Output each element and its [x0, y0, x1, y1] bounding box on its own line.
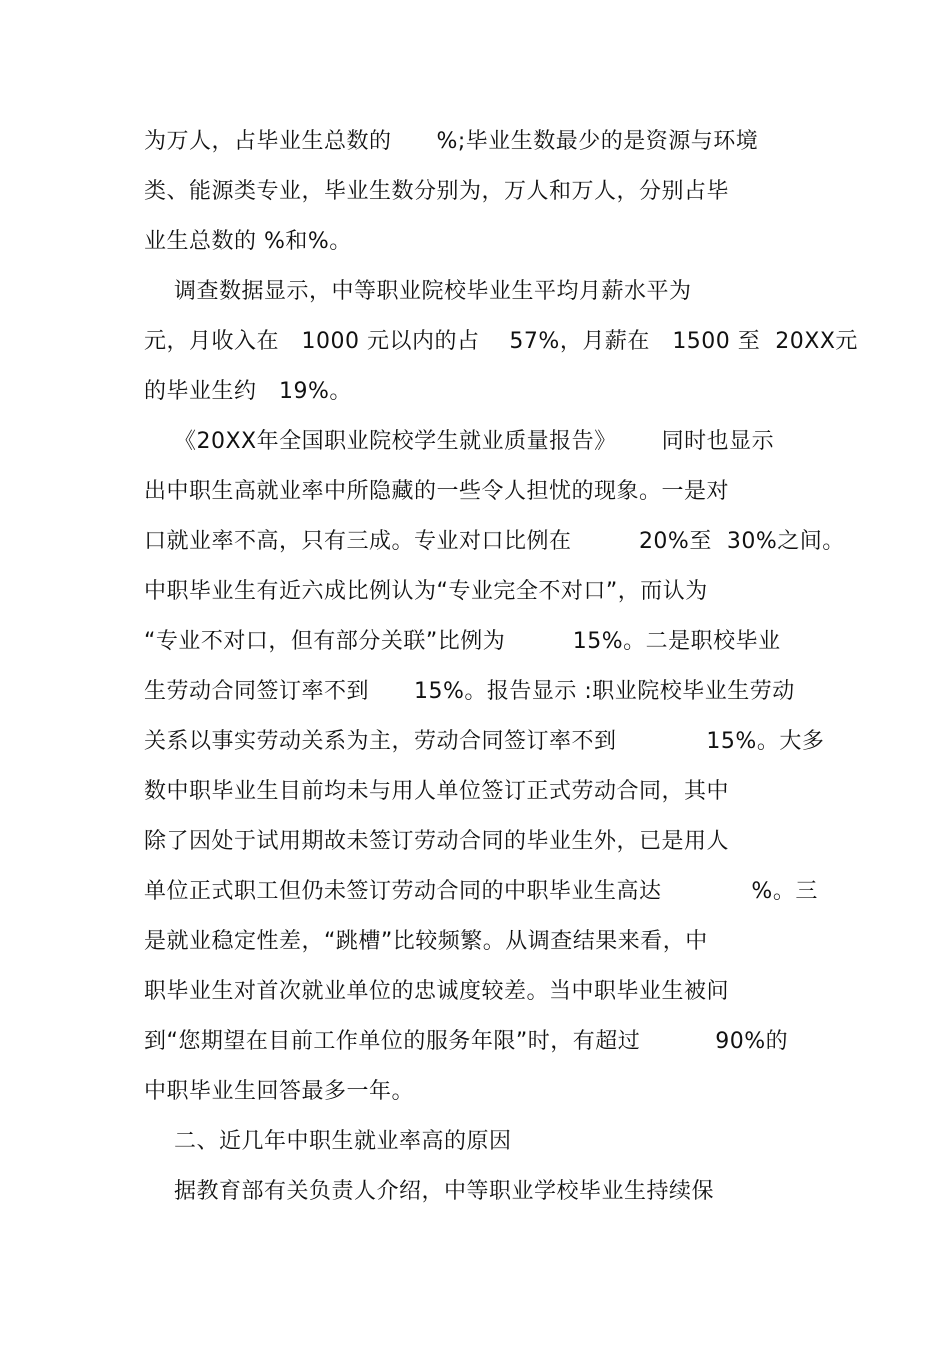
text-line: 为万人，占毕业生总数的 %;毕业生数最少的是资源与环境 — [144, 129, 759, 154]
text-line: 职毕业生对首次就业单位的忠诚度较差。当中职毕业生被问 — [144, 979, 730, 1004]
text-line: 数中职毕业生目前均未与用人单位签订正式劳动合同，其中 — [144, 779, 730, 804]
text-line: 是就业稳定性差，“跳槽”比较频繁。从调查结果来看，中 — [144, 929, 708, 954]
text-line: 中职毕业生有近六成比例认为“专业完全不对口”，而认为 — [144, 579, 708, 604]
text-line: 《20XX年全国职业院校学生就业质量报告》 同时也显示 — [144, 429, 775, 454]
text-line: 调查数据显示，中等职业院校毕业生平均月薪水平为 — [144, 279, 692, 304]
text-line: 的毕业生约 19%。 — [144, 379, 352, 404]
text-line: 到“您期望在目前工作单位的服务年限”时，有超过 90%的 — [144, 1029, 789, 1054]
text-line: 中职毕业生回答最多一年。 — [144, 1079, 415, 1104]
section-heading: 二、近几年中职生就业率高的原因 — [144, 1129, 512, 1154]
text-line: 据教育部有关负责人介绍，中等职业学校毕业生持续保 — [144, 1179, 714, 1204]
text-line: 关系以事实劳动关系为主，劳动合同签订率不到 15%。大多 — [144, 729, 825, 754]
text-line: 单位正式职工但仍未签订劳动合同的中职毕业生高达 %。三 — [144, 879, 818, 904]
text-line: 生劳动合同签订率不到 15%。报告显示 :职业院校毕业生劳动 — [144, 679, 795, 704]
text-line: 口就业率不高，只有三成。专业对口比例在 20%至 30%之间。 — [144, 529, 845, 554]
text-line: 元，月收入在 1000 元以内的占 57%，月薪在 1500 至 20XX元 — [144, 329, 858, 354]
text-line: “专业不对口，但有部分关联”比例为 15%。二是职校毕业 — [144, 629, 781, 654]
text-line: 除了因处于试用期故未签订劳动合同的毕业生外，已是用人 — [144, 829, 730, 854]
text-line: 类、能源类专业，毕业生数分别为，万人和万人，分别占毕 — [144, 179, 730, 204]
text-line: 业生总数的 %和%。 — [144, 229, 352, 254]
text-line: 出中职生高就业率中所隐藏的一些令人担忧的现象。一是对 — [144, 479, 730, 504]
